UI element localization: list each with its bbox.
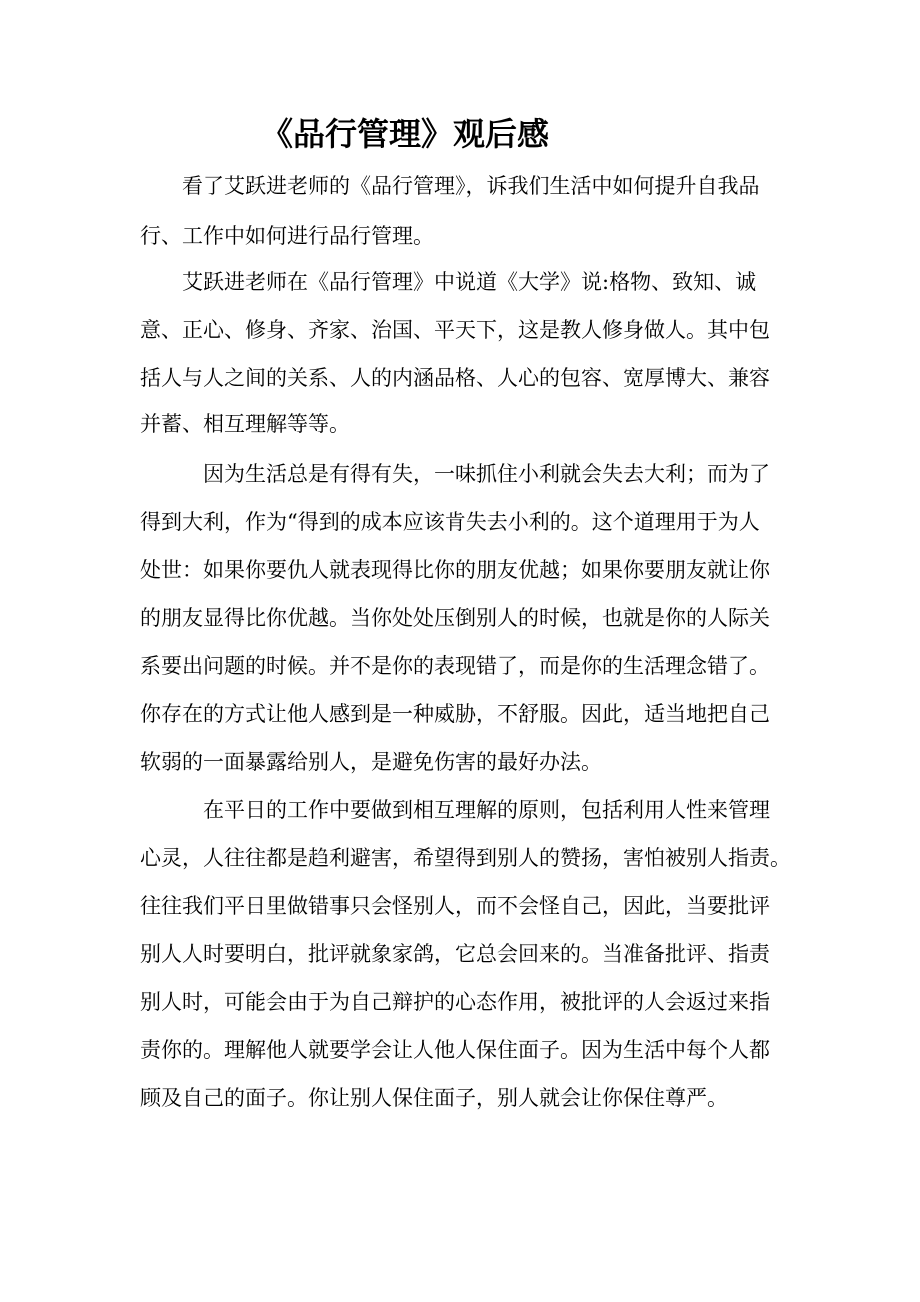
paragraph-4-line-2: 心灵，人往往都是趋利避害，希望得到别人的赞扬，害怕被别人指责。 bbox=[140, 846, 791, 870]
paragraph-2-line-2: 意、正心、修身、齐家、治国、平天下，这是教人修身做人。其中包 bbox=[140, 318, 770, 342]
paragraph-3-line-3: 处世：如果你要仇人就表现得比你的朋友优越；如果你要朋友就让你 bbox=[140, 558, 770, 582]
paragraph-3-line-2: 得到大利，作为“得到的成本应该肯失去小利的。这个道理用于为人 bbox=[140, 510, 760, 534]
paragraph-3-line-7: 软弱的一面暴露给别人，是避免伤害的最好办法。 bbox=[140, 750, 602, 774]
paragraph-3-line-4: 的朋友显得比你优越。当你处处压倒别人的时候，也就是你的人际关 bbox=[140, 606, 770, 630]
paragraph-3-line-1: 因为生活总是有得有失，一味抓住小利就会失去大利；而为了 bbox=[203, 462, 770, 486]
paragraph-4-line-7: 顾及自己的面子。你让别人保住面子，别人就会让你保住尊严。 bbox=[140, 1086, 728, 1110]
paragraph-4-line-6: 责你的。理解他人就要学会让人他人保住面子。因为生活中每个人都 bbox=[140, 1038, 770, 1062]
paragraph-3-line-6: 你存在的方式让他人感到是一种威胁，不舒服。因此，适当地把自己 bbox=[140, 702, 770, 726]
paragraph-4-line-4: 别人人时要明白，批评就象家鸽，它总会回来的。当准备批评、指责 bbox=[140, 942, 770, 966]
paragraph-1-line-2: 行、工作中如何进行品行管理。 bbox=[140, 224, 434, 248]
paragraph-2-line-3: 括人与人之间的关系、人的内涵品格、人心的包容、宽厚博大、兼容 bbox=[140, 366, 770, 390]
document-title: 《品行管理》观后感 bbox=[260, 115, 549, 153]
paragraph-4-line-3: 往往我们平日里做错事只会怪别人，而不会怪自己，因此，当要批评 bbox=[140, 894, 770, 918]
paragraph-1-line-1: 看了艾跃进老师的《品行管理》，诉我们生活中如何提升自我品 bbox=[182, 174, 760, 198]
paragraph-4-line-5: 别人时，可能会由于为自己辩护的心态作用，被批评的人会返过来指 bbox=[140, 990, 770, 1014]
paragraph-4-line-1: 在平日的工作中要做到相互理解的原则，包括利用人性来管理 bbox=[203, 798, 770, 822]
paragraph-2-line-1: 艾跃进老师在《品行管理》中说道《大学》说:格物、致知、诚 bbox=[182, 270, 757, 294]
paragraph-2-line-4: 并蓄、相互理解等等。 bbox=[140, 412, 350, 436]
paragraph-3-line-5: 系要出问题的时候。并不是你的表现错了，而是你的生活理念错了。 bbox=[140, 654, 770, 678]
